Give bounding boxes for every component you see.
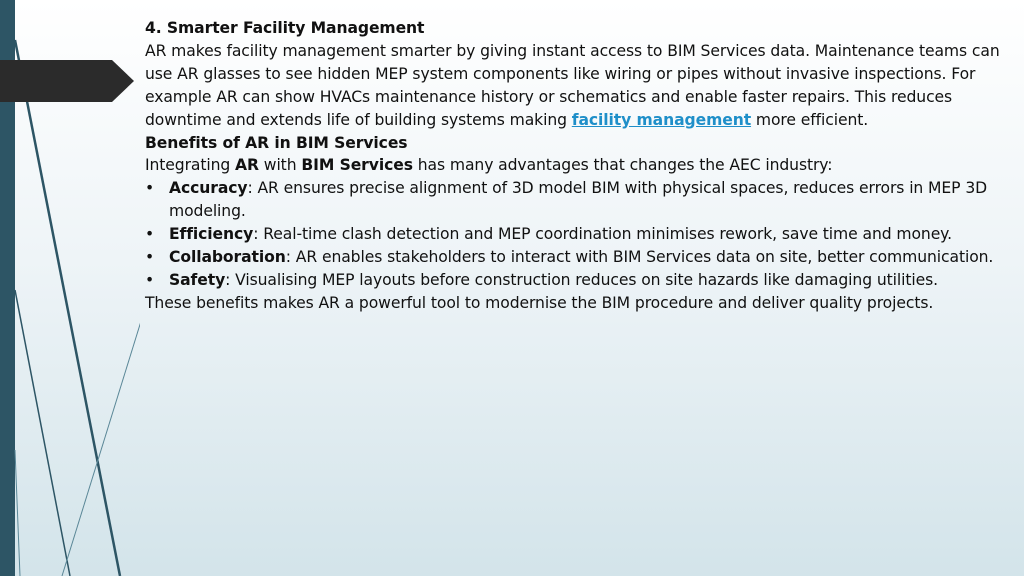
facility-management-paragraph (145, 40, 1000, 132)
intro-text-suffix: has many advantages that changes the AEC industry: (412, 156, 833, 175)
arrow-banner-shape (0, 60, 134, 102)
benefit-term: Accuracy (169, 179, 248, 198)
benefit-text: : AR ensures precise alignment of 3D model BIM with physical spaces, reduces errors in MEP 3D modeling. (169, 179, 988, 221)
benefit-text: : Real-time clash detection and MEP coordination minimises rework, save time and money. (253, 225, 952, 244)
section-heading-benefits: Benefits of AR in BIM Services (145, 133, 408, 152)
section-heading-facility-management: 4. Smarter Facility Management (145, 19, 425, 37)
intro-bold-bim: BIM Services (301, 156, 413, 175)
list-item-collaboration (145, 246, 1000, 269)
bullet-icon: • (145, 248, 155, 267)
paragraph-text-end: more efficient. (751, 110, 869, 129)
benefit-term: Collaboration (169, 248, 286, 267)
slide-content (145, 17, 1000, 315)
bullet-icon: • (145, 225, 155, 244)
benefit-term: Safety (169, 270, 226, 289)
paragraph-text: AR makes facility management smarter by giving instant access to BIM Services data. Maintenance teams can use AR glasses to see hidden MEP system components like wiring or pipes without invasive inspections. For example AR can show HVACs maintenance history or schematics and enable faster repairs. This reduces downtime and extends life of building systems making (145, 41, 1000, 129)
list-item-efficiency (145, 223, 1000, 246)
benefits-intro (145, 154, 1000, 177)
intro-text: Integrating (145, 156, 236, 175)
closing-paragraph: These benefits makes AR a powerful tool to modernise the BIM procedure and deliver quality projects. (145, 293, 934, 312)
benefit-text: : Visualising MEP layouts before construction reduces on site hazards like damaging utilities. (225, 270, 938, 289)
benefit-term: Efficiency (169, 225, 254, 244)
intro-text-middle: with (258, 156, 302, 175)
bullet-icon: • (145, 179, 155, 198)
intro-bold-ar: AR (235, 156, 259, 175)
facility-management-link[interactable]: facility management (571, 110, 752, 129)
benefits-list (145, 177, 1000, 292)
benefit-text: : AR enables stakeholders to interact with BIM Services data on site, better communication. (285, 248, 994, 267)
list-item-accuracy (145, 177, 1000, 223)
list-item-safety (145, 269, 1000, 292)
bullet-icon: • (145, 270, 155, 289)
